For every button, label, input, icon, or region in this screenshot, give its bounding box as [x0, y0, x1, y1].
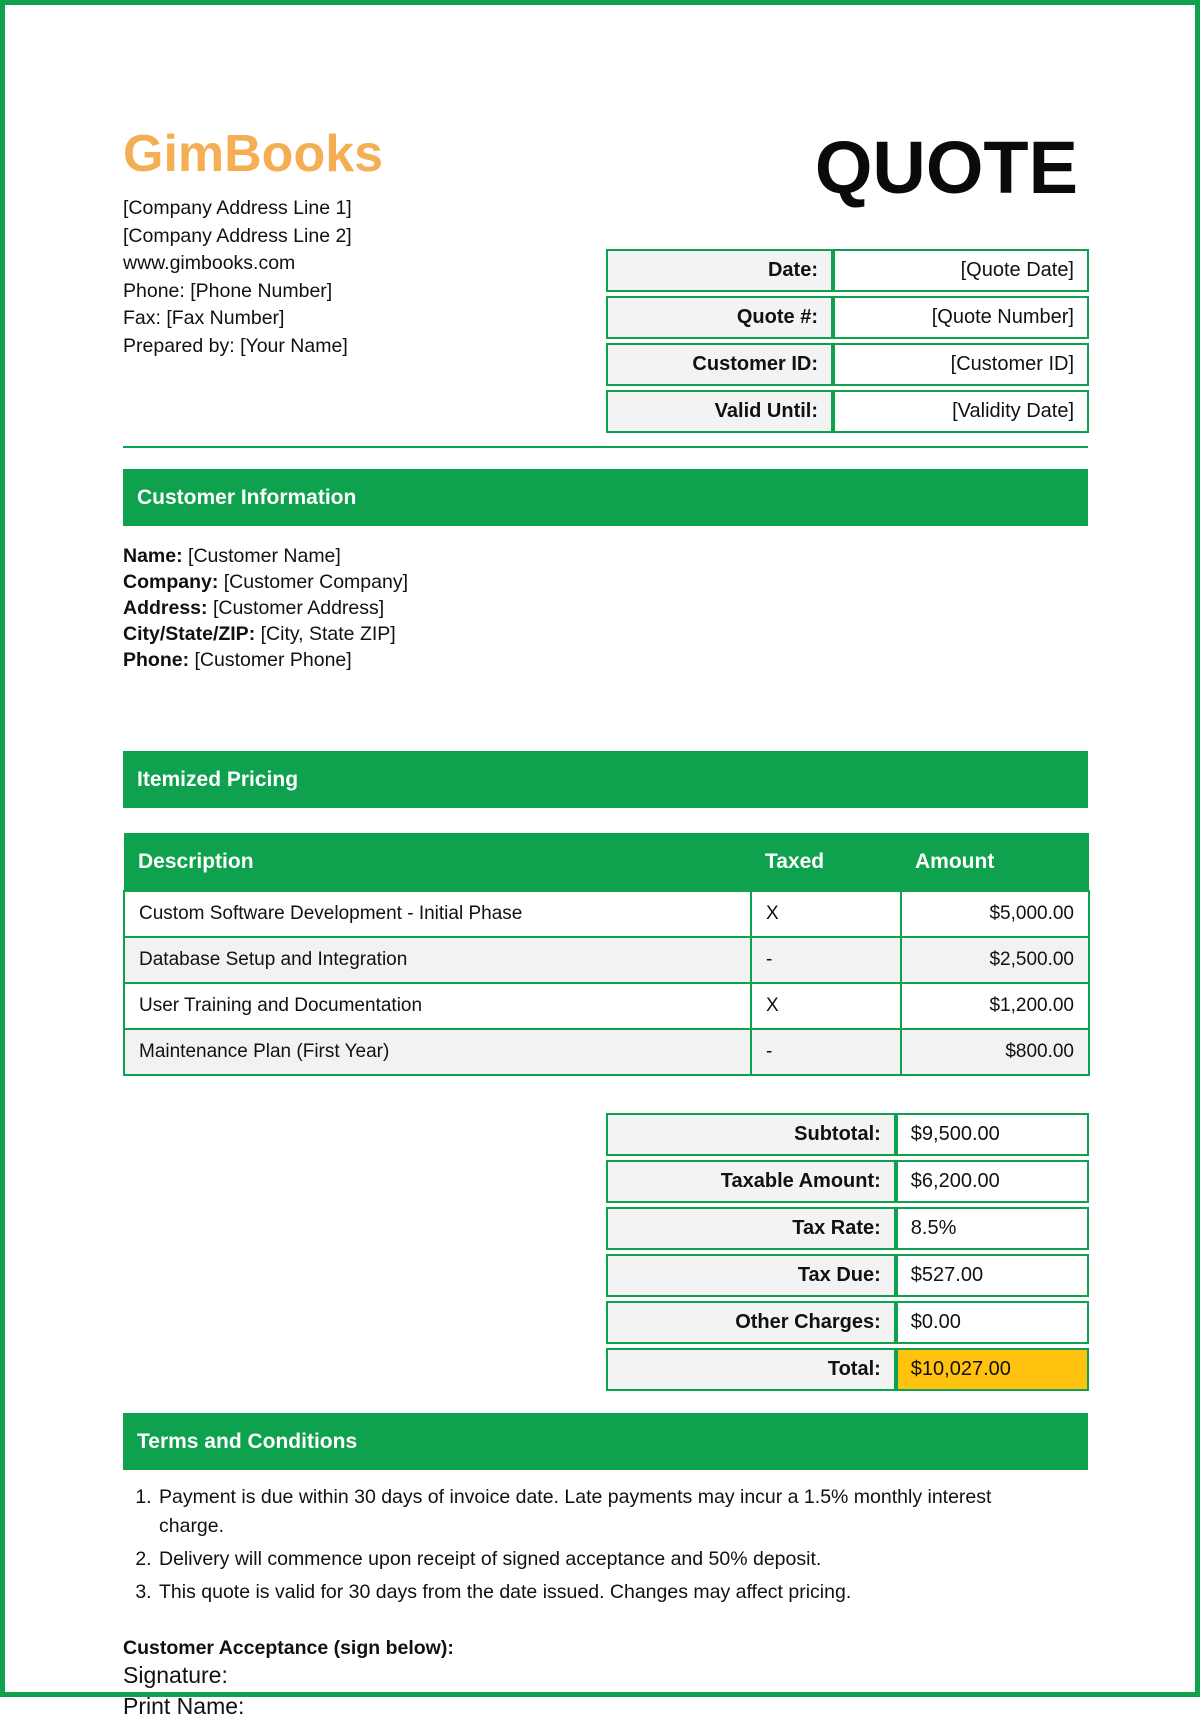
grand-total-value: $10,027.00 [896, 1348, 1089, 1391]
customer-phone-value: [Customer Phone] [194, 649, 352, 671]
item-taxed: - [751, 937, 901, 983]
company-logo: GimBooks [123, 125, 384, 183]
customer-info-fields [123, 543, 408, 673]
terms-list [127, 1483, 1027, 1607]
item-description: Custom Software Development - Initial Phase [124, 891, 751, 937]
tax-rate-label: Tax Rate: [606, 1207, 896, 1250]
prepared-by: Prepared by: [Your Name] [123, 334, 348, 357]
customer-company-label: Company: [123, 571, 219, 593]
totals-row-taxable-amount [606, 1160, 1089, 1203]
customer-address-label: Address: [123, 597, 208, 619]
customer-citystatezip-label: City/State/ZIP: [123, 623, 256, 645]
customer-information-banner [123, 469, 1088, 526]
customer-information-title: Customer Information [137, 485, 357, 509]
customer-phone-label: Phone: [123, 649, 190, 671]
totals-table [606, 1109, 1089, 1395]
itemized-pricing-banner [123, 751, 1088, 808]
tax-due-value: $527.00 [896, 1254, 1089, 1297]
quote-meta-row-valid-until [606, 390, 1089, 433]
taxable-amount-value: $6,200.00 [896, 1160, 1089, 1203]
company-fax: Fax: [Fax Number] [123, 307, 285, 329]
valid-until-value: [Validity Date] [833, 390, 1089, 433]
terms-banner [123, 1413, 1088, 1470]
print-name-label: Print Name: [123, 1693, 245, 1719]
item-description: Database Setup and Integration [124, 937, 751, 983]
customer-citystatezip-row [123, 621, 408, 647]
totals [606, 1109, 1089, 1395]
grand-total-label: Total: [606, 1348, 896, 1391]
quote-meta-table [606, 245, 1089, 437]
company-address-line-2: [Company Address Line 2] [123, 224, 352, 247]
items-col-amount: Amount [901, 833, 1089, 891]
terms-item-2: 2. Delivery will commence upon receipt of signed acceptance and 50% deposit. [157, 1545, 1027, 1574]
itemized-pricing-title: Itemized Pricing [137, 767, 299, 791]
item-taxed: X [751, 891, 901, 937]
item-amount: $2,500.00 [901, 937, 1089, 983]
quote-meta-row-date [606, 249, 1089, 292]
customer-citystatezip-value: [City, State ZIP] [260, 623, 396, 645]
quote-date-label: Date: [606, 249, 833, 292]
subtotal-label: Subtotal: [606, 1113, 896, 1156]
customer-name-label: Name: [123, 545, 183, 567]
tax-due-label: Tax Due: [606, 1254, 896, 1297]
item-row [124, 937, 1089, 983]
tax-rate-value: 8.5% [896, 1207, 1089, 1250]
company-website: www.gimbooks.com [123, 252, 296, 274]
company-address-line-1: [Company Address Line 1] [123, 197, 352, 219]
taxable-amount-label: Taxable Amount: [606, 1160, 896, 1203]
document-title: QUOTE [814, 126, 1078, 209]
customer-company-value: [Customer Company] [223, 571, 408, 593]
item-taxed: - [751, 1029, 901, 1075]
item-row [124, 1029, 1089, 1075]
quote-number-value: [Quote Number] [833, 296, 1089, 339]
customer-id-value: [Customer ID] [833, 343, 1089, 386]
customer-name-value: [Customer Name] [188, 545, 341, 567]
totals-row-subtotal [606, 1113, 1089, 1156]
quote-meta-row-customer-id [606, 343, 1089, 386]
customer-address-value: [Customer Address] [212, 597, 385, 619]
totals-row-grand-total [606, 1348, 1089, 1391]
quote-meta [606, 245, 1089, 437]
section-divider [123, 446, 1088, 448]
items-table [123, 833, 1090, 1076]
item-row [124, 983, 1089, 1029]
item-description: User Training and Documentation [124, 983, 751, 1029]
totals-row-other-charges [606, 1301, 1089, 1344]
item-row [124, 891, 1089, 937]
terms-item-1: 1. Payment is due within 30 days of invoice date. Late payments may incur a 1.5% monthly interest charge. [157, 1483, 1027, 1541]
item-amount: $5,000.00 [901, 891, 1089, 937]
customer-phone-row [123, 647, 408, 673]
other-charges-value: $0.00 [896, 1301, 1089, 1344]
signature-label: Signature: [123, 1662, 228, 1688]
totals-row-tax-rate [606, 1207, 1089, 1250]
customer-acceptance-heading: Customer Acceptance (sign below): [123, 1637, 454, 1659]
items-col-taxed: Taxed [751, 833, 901, 891]
itemized-pricing-table [123, 833, 1088, 1076]
company-phone: Phone: [Phone Number] [123, 279, 333, 302]
items-header-row [124, 833, 1089, 891]
quote-date-value: [Quote Date] [833, 249, 1089, 292]
items-col-description: Description [124, 833, 751, 891]
customer-name-row [123, 543, 408, 569]
item-amount: $800.00 [901, 1029, 1089, 1075]
item-description: Maintenance Plan (First Year) [124, 1029, 751, 1075]
totals-row-tax-due [606, 1254, 1089, 1297]
item-taxed: X [751, 983, 901, 1029]
quote-meta-row-number [606, 296, 1089, 339]
subtotal-value: $9,500.00 [896, 1113, 1089, 1156]
terms-title: Terms and Conditions [137, 1429, 358, 1453]
other-charges-label: Other Charges: [606, 1301, 896, 1344]
terms-list-block [127, 1483, 1027, 1611]
quote-number-label: Quote #: [606, 296, 833, 339]
terms-item-3: 3. This quote is valid for 30 days from the date issued. Changes may affect pricing. [157, 1578, 1027, 1607]
valid-until-label: Valid Until: [606, 390, 833, 433]
customer-address-row [123, 595, 408, 621]
company-info-block [123, 195, 352, 360]
customer-company-row [123, 569, 408, 595]
item-amount: $1,200.00 [901, 983, 1089, 1029]
customer-id-label: Customer ID: [606, 343, 833, 386]
